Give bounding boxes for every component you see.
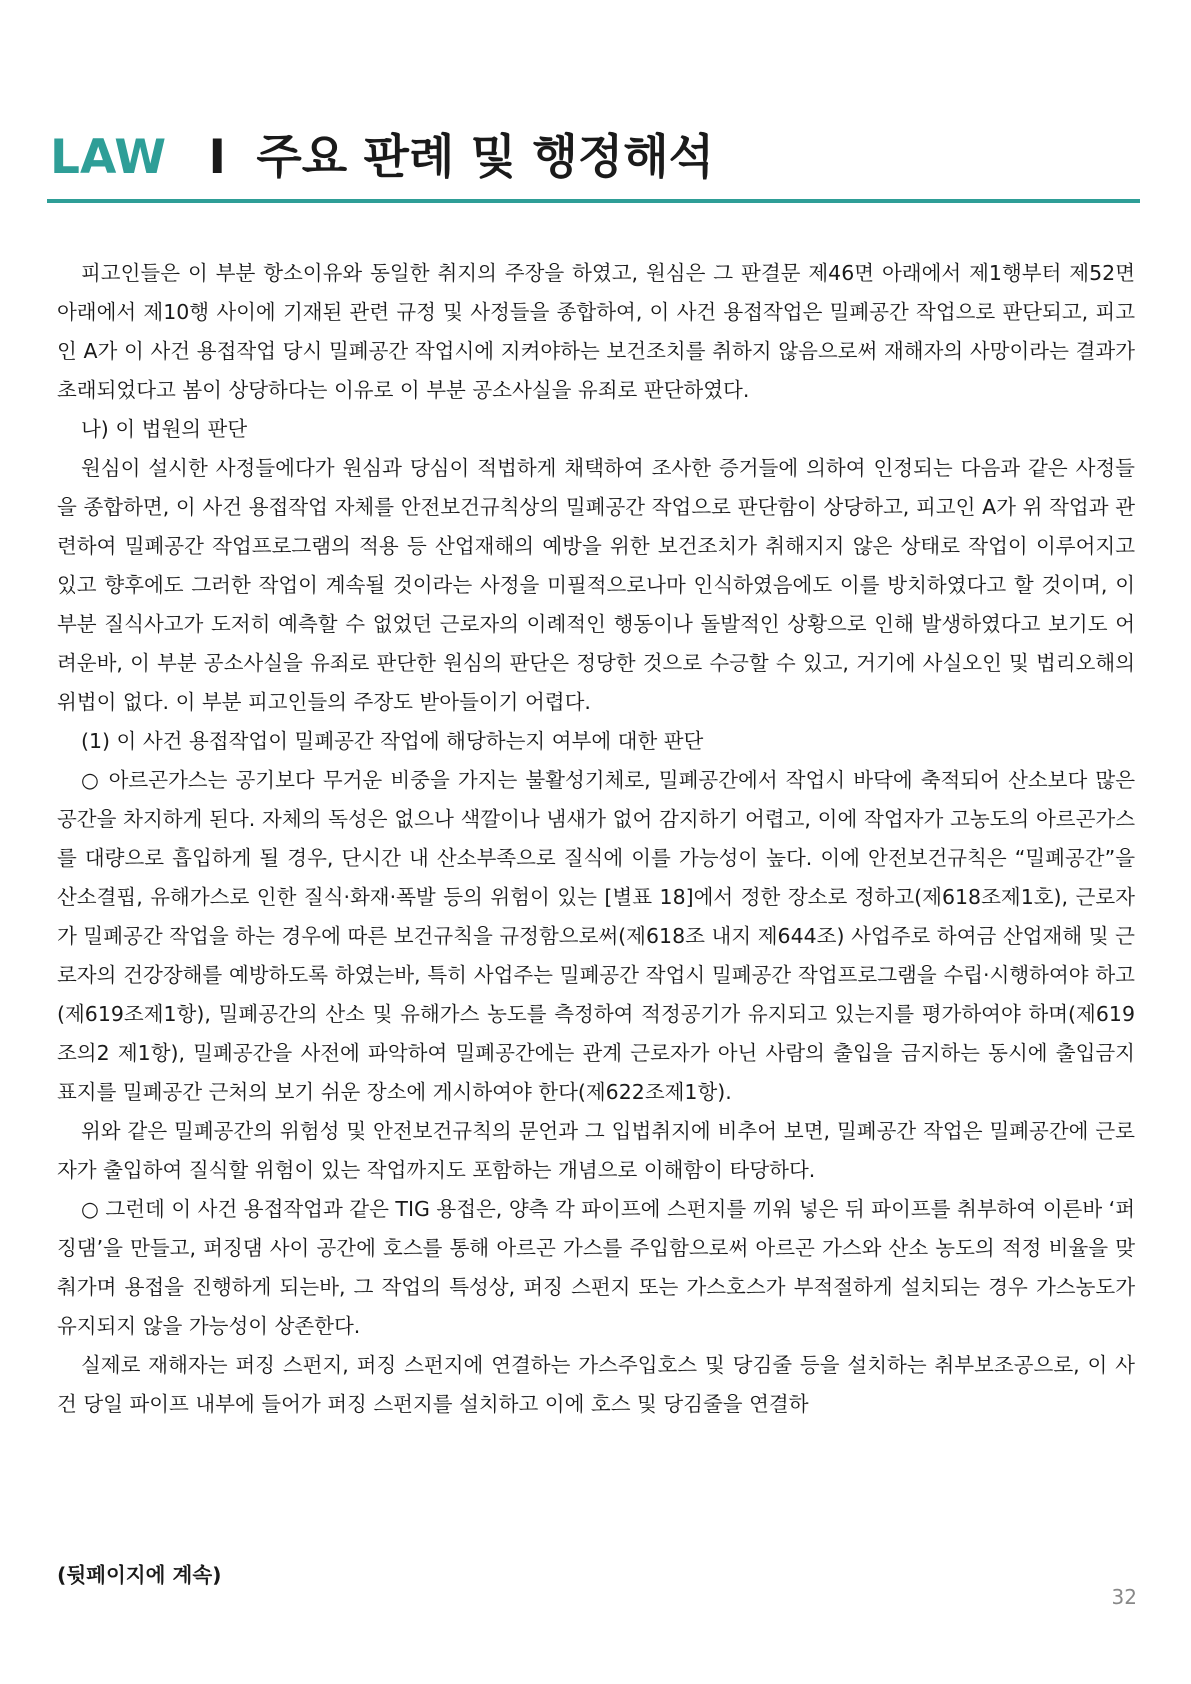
subheading: 나) 이 법원의 판단 — [81, 417, 248, 441]
subheading: (1) 이 사건 용접작업이 밀폐공간 작업에 해당하는지 여부에 대한 판단 — [81, 729, 704, 753]
article-body — [57, 254, 1135, 1424]
page-number: 32 — [1111, 1585, 1137, 1609]
paragraph: 위와 같은 밀폐공간의 위험성 및 안전보건규칙의 문언과 그 입법취지에 비추어 보면, 밀폐공간 작업은 밀폐공간에 근로자가 출입하여 질식할 위험이 있는 작업까지도 포함하는 개념으로 이해함이 타당하다. — [57, 1119, 1135, 1182]
page-title — [50, 128, 1140, 188]
paragraph: 피고인들은 이 부분 항소이유와 동일한 취지의 주장을 하였고, 원심은 그 판결문 제46면 아래에서 제1행부터 제52면 아래에서 제10행 사이에 기재된 관련 규정 및 사정들을 종합하여, 이 사건 용접작업은 밀폐공간 작업으로 판단되고, 피고인 A가 이 사건 용접작업 당시 밀폐공간 작업시에 지켜야하는 보건조치를 취하지 않음으로써 재해자의 사망이라는 결과가 초래되었다고 봄이 상당하다는 이유로 이 부분 공소사실을 유죄로 판단하였다. — [57, 261, 1135, 402]
continued-note: (뒷페이지에 계속) — [57, 1563, 222, 1587]
paragraph: 실제로 재해자는 퍼징 스펀지, 퍼징 스펀지에 연결하는 가스주입호스 및 당김줄 등을 설치하는 취부보조공으로, 이 사건 당일 파이프 내부에 들어가 퍼징 스펀지를 설치하고 이에 호스 및 당김줄을 연결하 — [57, 1353, 1135, 1416]
title-separator: I — [208, 130, 226, 185]
section-label: LAW — [50, 130, 167, 185]
page-header — [50, 128, 1140, 188]
paragraph: ○ 그런데 이 사건 용접작업과 같은 TIG 용접은, 양측 각 파이프에 스펀지를 끼워 넣은 뒤 파이프를 취부하여 이른바 ‘퍼징댐’을 만들고, 퍼징댐 사이 공간에 호스를 통해 아르곤 가스를 주입함으로써 아르곤 가스와 산소 농도의 적정 비율을 맞춰가며 용접을 진행하게 되는바, 그 작업의 특성상, 퍼징 스펀지 또는 가스호스가 부적절하게 설치되는 경우 가스농도가 유지되지 않을 가능성이 상존한다. — [57, 1197, 1135, 1338]
title-text: 주요 판례 및 행정해석 — [256, 130, 715, 185]
header-divider — [47, 199, 1140, 203]
paragraph: 원심이 설시한 사정들에다가 원심과 당심이 적법하게 채택하여 조사한 증거들에 의하여 인정되는 다음과 같은 사정들을 종합하면, 이 사건 용접작업 자체를 안전보건규칙상의 밀폐공간 작업으로 판단함이 상당하고, 피고인 A가 위 작업과 관련하여 밀폐공간 작업프로그램의 적용 등 산업재해의 예방을 위한 보건조치가 취해지지 않은 상태로 작업이 이루어지고 있고 향후에도 그러한 작업이 계속될 것이라는 사정을 미필적으로나마 인식하였음에도 이를 방치하였다고 할 것이며, 이 부분 질식사고가 도저히 예측할 수 없었던 근로자의 이례적인 행동이나 돌발적인 상황으로 인해 발생하였다고 보기도 어려운바, 이 부분 공소사실을 유죄로 판단한 원심의 판단은 정당한 것으로 수긍할 수 있고, 거기에 사실오인 및 법리오해의 위법이 없다. 이 부분 피고인들의 주장도 받아들이기 어렵다. — [57, 456, 1135, 714]
paragraph: ○ 아르곤가스는 공기보다 무거운 비중을 가지는 불활성기체로, 밀폐공간에서 작업시 바닥에 축적되어 산소보다 많은 공간을 차지하게 된다. 자체의 독성은 없으나 색깔이나 냄새가 없어 감지하기 어렵고, 이에 작업자가 고농도의 아르곤가스를 대량으로 흡입하게 될 경우, 단시간 내 산소부족으로 질식에 이를 가능성이 높다. 이에 안전보건규칙은 “밀폐공간”을 산소결핍, 유해가스로 인한 질식·화재·폭발 등의 위험이 있는 [별표 18]에서 정한 장소로 정하고(제618조제1호), 근로자가 밀폐공간 작업을 하는 경우에 따른 보건규칙을 규정함으로써(제618조 내지 제644조) 사업주로 하여금 산업재해 및 근로자의 건강장해를 예방하도록 하였는바, 특히 사업주는 밀폐공간 작업시 밀폐공간 작업프로그램을 수립·시행하여야 하고(제619조제1항), 밀폐공간의 산소 및 유해가스 농도를 측정하여 적정공기가 유지되고 있는지를 평가하여야 하며(제619조의2 제1항), 밀폐공간을 사전에 파악하여 밀폐공간에는 관계 근로자가 아닌 사람의 출입을 금지하는 동시에 출입금지 표지를 밀폐공간 근처의 보기 쉬운 장소에 게시하여야 한다(제622조제1항). — [57, 768, 1135, 1104]
